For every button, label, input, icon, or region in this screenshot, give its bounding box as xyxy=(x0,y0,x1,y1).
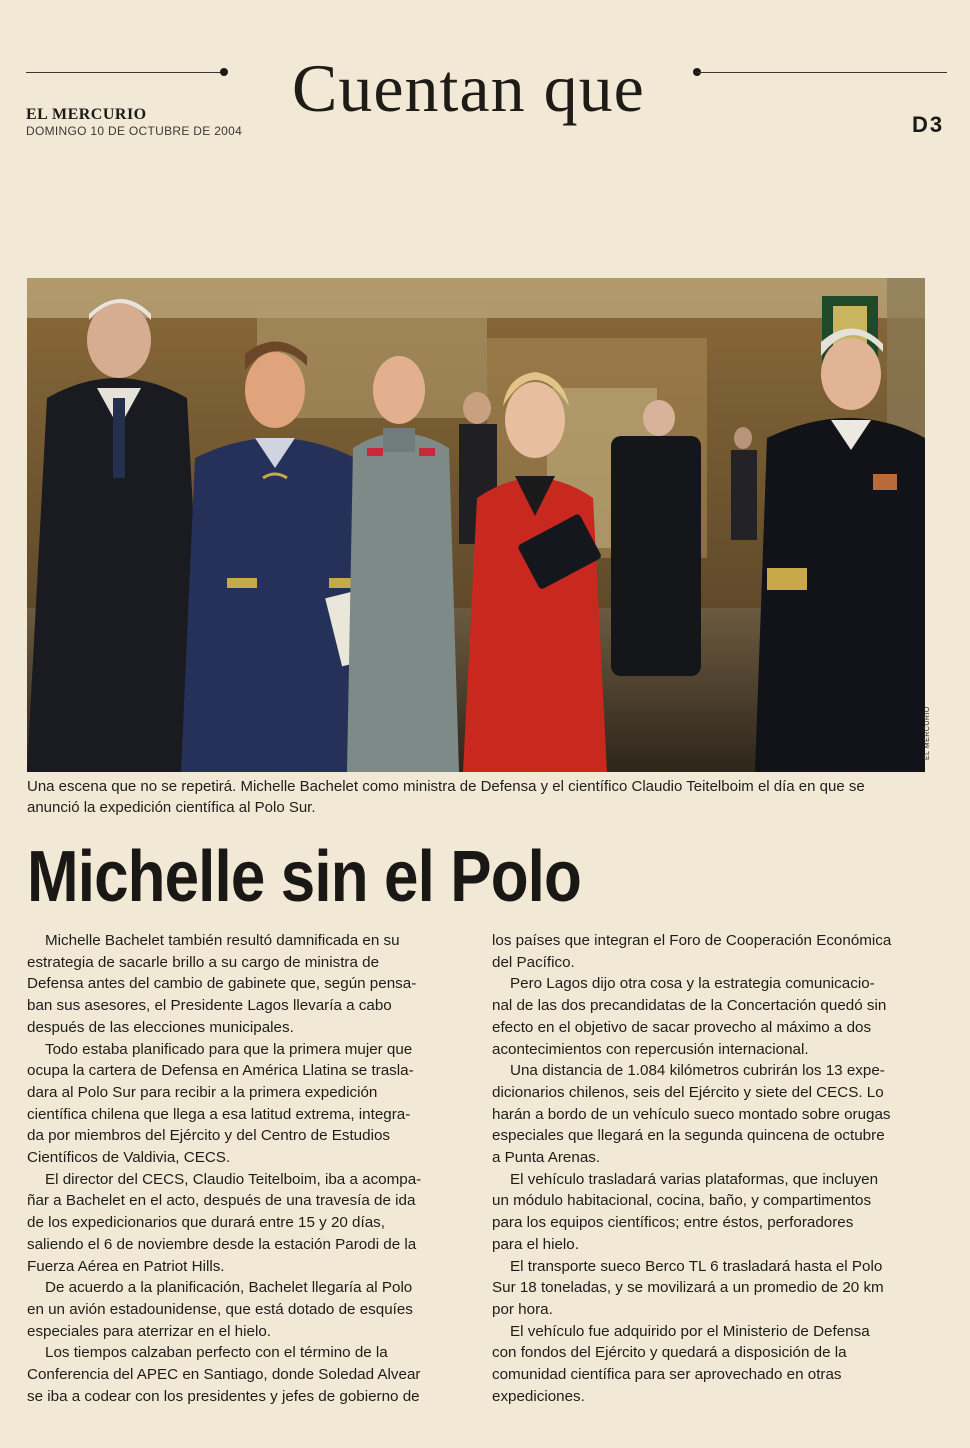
article-headline: Michelle sin el Polo xyxy=(27,837,581,917)
article-text-line: saliendo el 6 de noviembre desde la estación Parodi de la xyxy=(27,1235,417,1253)
article-column-left xyxy=(27,930,457,1407)
rule-dot-left xyxy=(220,68,228,76)
article-text-line: un módulo habitacional, cocina, baño, y compartimentos xyxy=(492,1192,872,1210)
article-text-line: Los tiempos calzaban perfecto con el término de la xyxy=(45,1344,388,1362)
header-rule-right xyxy=(697,72,947,73)
article-text-line: harán a bordo de un vehículo sueco montado sobre orugas xyxy=(492,1105,891,1123)
article-text-line: por hora. xyxy=(492,1300,553,1318)
article-text-line: especiales para aterrizar en el hielo. xyxy=(27,1322,271,1340)
header-rule-left xyxy=(26,72,224,73)
article-text-line: ñar a Bachelet en el acto, después de una travesía de ida xyxy=(27,1192,416,1210)
article-text-line: Sur 18 toneladas, y se movilizará a un promedio de 20 km xyxy=(492,1279,884,1297)
article-text-line: especiales que llegará en la segunda quincena de octubre xyxy=(492,1127,885,1145)
article-text-line: El vehículo fue adquirido por el Ministerio de Defensa xyxy=(510,1322,870,1340)
article-text-line: Conferencia del APEC en Santiago, donde Soledad Alvear xyxy=(27,1366,421,1384)
article-text-line: con fondos del Ejército y quedará a disposición de la xyxy=(492,1344,847,1362)
page-number: D3 xyxy=(912,112,945,137)
section-title: Cuentan que xyxy=(292,50,645,126)
news-photo xyxy=(27,278,925,772)
article-text-line: acontecimientos con repercusión internacional. xyxy=(492,1040,809,1058)
caption-line: Una escena que no se repetirá. Michelle Bachelet como ministra de Defensa y el científico Claudio Teitelboim el día en que se xyxy=(27,778,865,795)
article-text-line: científica chilena que llega a esa latitud extrema, integra- xyxy=(27,1105,411,1123)
article-text-line: dara al Polo Sur para recibir a la primera expedición xyxy=(27,1083,378,1101)
article-text-line: Científicos de Valdivia, CECS. xyxy=(27,1149,231,1167)
article-text-line: De acuerdo a la planificación, Bachelet llegaría al Polo xyxy=(45,1279,413,1297)
photo-caption xyxy=(27,776,927,818)
article-text-line: El director del CECS, Claudio Teitelboim, iba a acompa- xyxy=(45,1170,422,1188)
newspaper-name: EL MERCURIO xyxy=(26,106,147,123)
article-text-line: de los expedicionarios que durará entre 15 y 20 días, xyxy=(27,1214,385,1232)
article-text-line: se iba a codear con los presidentes y jefes de gobierno de xyxy=(27,1387,420,1405)
article-text-line: Una distancia de 1.084 kilómetros cubrirán los 13 expe- xyxy=(510,1062,885,1080)
article-column-right xyxy=(492,930,928,1407)
article-text-line: comunidad científica para ser aprovechado en otras xyxy=(492,1366,842,1384)
article-text-line: después de las elecciones municipales. xyxy=(27,1018,294,1036)
article-text-line: El vehículo trasladará varias plataformas, que incluyen xyxy=(510,1170,879,1188)
article-text-line: nal de las dos precandidatas de la Concertación quedó sin xyxy=(492,997,887,1015)
article-text-line: efecto en el objetivo de sacar provecho al máximo a dos xyxy=(492,1018,872,1036)
article-text-line: ocupa la cartera de Defensa en América Llatina se trasla- xyxy=(27,1062,414,1080)
caption-line: anunció la expedición científica al Polo Sur. xyxy=(27,799,316,816)
article-text-line: expediciones. xyxy=(492,1387,585,1405)
article-text-line: para los equipos científicos; entre éstos, perforadores xyxy=(492,1214,854,1232)
article-text-line: Michelle Bachelet también resultó damnificada en su xyxy=(45,932,400,949)
article-text-line: Defensa antes del cambio de gabinete que, según pensa- xyxy=(27,975,417,993)
photo-credit: EL MERCURIO xyxy=(924,706,931,760)
article-text-line: estrategia de sacarle brillo a su cargo de ministra de xyxy=(27,953,380,971)
article-text-line: da por miembros del Ejército y del Centro de Estudios xyxy=(27,1127,390,1145)
article-text-line: ban sus asesores, el Presidente Lagos llevaría a cabo xyxy=(27,997,392,1015)
article-text-line: del Pacífico. xyxy=(492,953,575,971)
article-text-line: dicionarios chilenos, seis del Ejército y siete del CECS. Lo xyxy=(492,1083,884,1101)
article-text-line: Pero Lagos dijo otra cosa y la estrategia comunicacio- xyxy=(510,975,875,993)
article-text-line: Fuerza Aérea en Patriot Hills. xyxy=(27,1257,225,1275)
article-text-line: Todo estaba planificado para que la primera mujer que xyxy=(45,1040,413,1058)
photo-illustration xyxy=(27,278,925,772)
article-text-line: a Punta Arenas. xyxy=(492,1149,601,1167)
publication-date: DOMINGO 10 DE OCTUBRE DE 2004 xyxy=(26,124,243,138)
article-text-line: los países que integran el Foro de Cooperación Económica xyxy=(492,932,892,949)
article-text-line: para el hielo. xyxy=(492,1235,579,1253)
article-text-line: El transporte sueco Berco TL 6 trasladará hasta el Polo xyxy=(510,1257,883,1275)
article-text-line: en un avión estadounidense, que está dotado de esquíes xyxy=(27,1300,413,1318)
